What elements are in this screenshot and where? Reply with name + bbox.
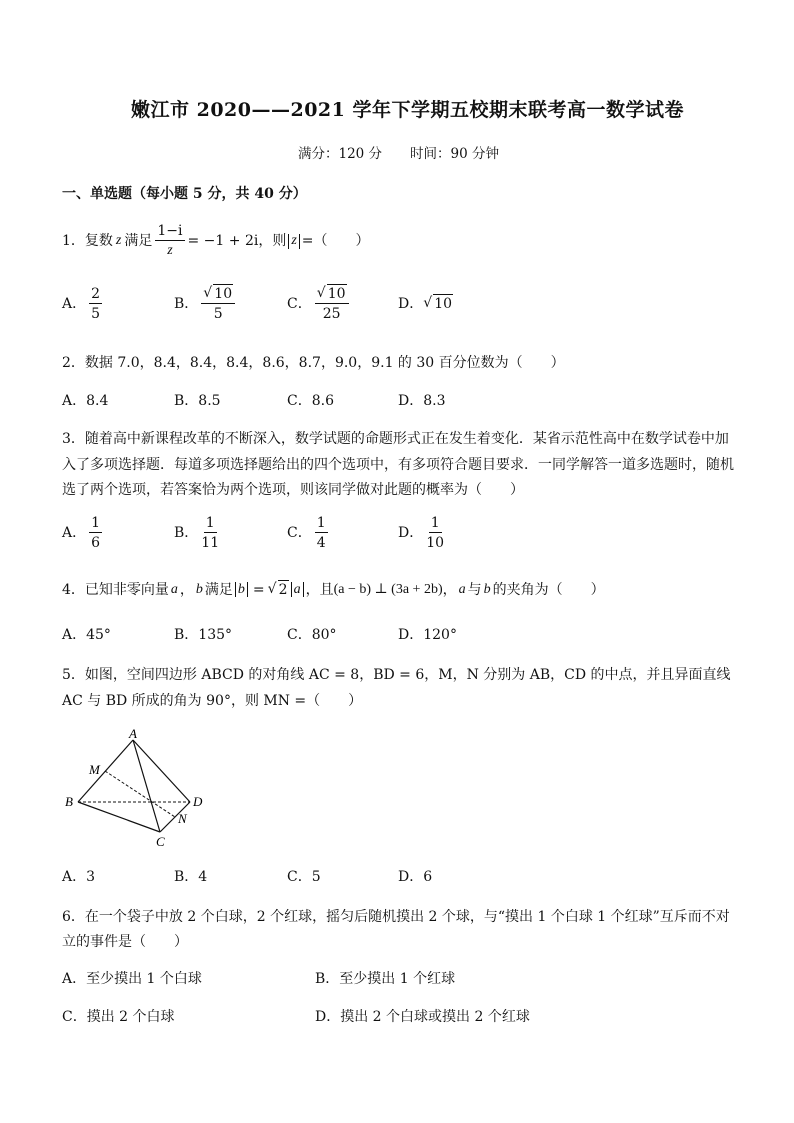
q1a-den: 5 xyxy=(91,306,101,322)
q4-part-7: 与 xyxy=(467,581,482,598)
q1-z: z xyxy=(115,233,122,248)
label-n: N xyxy=(178,811,187,826)
option-label: D． xyxy=(398,296,424,312)
question-3-line-1: 3．随着高中新课程改革的不断深入，数学试题的命题形式正在发生着变化．某省示范性高中在数学试卷中加 xyxy=(62,431,729,447)
option-label: A． xyxy=(62,525,87,541)
option-label: A． xyxy=(62,296,87,312)
q6-option-b[interactable]: B．至少摸出 1 个红球 xyxy=(315,971,456,987)
q3-option-d[interactable] xyxy=(398,516,447,550)
question-6-line-2: 立的事件是（ ） xyxy=(62,934,188,950)
q3-option-a[interactable] xyxy=(62,516,105,550)
q4-eq: = xyxy=(252,581,265,598)
vector-b-norm: b xyxy=(237,581,245,597)
q2-option-a[interactable]: A．8.4 xyxy=(62,393,109,409)
vector-b-2: b xyxy=(483,581,491,597)
q3a-den: 6 xyxy=(91,535,101,551)
section-heading: 一、单选题（每小题 5 分，共 40 分） xyxy=(62,186,307,202)
vector-a-2: a xyxy=(458,581,466,597)
q2-option-b[interactable]: B．8.5 xyxy=(174,393,221,409)
abs-bar-left xyxy=(288,234,289,249)
q4-sqrt2: 2 xyxy=(278,581,288,598)
tetrahedron-figure xyxy=(60,728,220,848)
q6-option-c[interactable]: C．摸出 2 个白球 xyxy=(62,1009,175,1025)
q4-part-1: 4．已知非零向量 xyxy=(62,581,169,598)
q1-fraction-num: 1−i xyxy=(157,223,183,239)
q1-mid: 满足 xyxy=(124,233,153,249)
q4-option-c[interactable]: C．80° xyxy=(287,627,337,643)
question-6-line-1: 6．在一个袋子中放 2 个白球，2 个红球，摇匀后随机摸出 2 个球，与“摸出 1 个白球 1 个红球”互斥而不对 xyxy=(62,909,730,925)
q4-option-b[interactable]: B．135° xyxy=(174,627,233,643)
abs-bar-right xyxy=(299,234,300,249)
q1-fraction-den: z xyxy=(167,243,173,258)
label-m: M xyxy=(89,762,100,777)
question-3-line-3: 选了两个选项，若答案恰为两个选项，则该同学做对此题的概率为（ ） xyxy=(62,482,524,498)
question-5-line-2: AC 与 BD 所成的角为 90°，则 MN =（ ） xyxy=(62,693,363,709)
option-label: B． xyxy=(174,525,199,541)
q1a-num: 2 xyxy=(91,286,101,302)
q1-tail: =（ ） xyxy=(301,233,370,249)
q6-option-a[interactable]: A．至少摸出 1 个白球 xyxy=(62,971,202,987)
q3c-den: 4 xyxy=(316,535,326,551)
q1d-val: 10 xyxy=(434,296,453,312)
q4-comma: ， xyxy=(179,581,194,598)
q2-option-c[interactable]: C．8.6 xyxy=(287,393,334,409)
option-label: D． xyxy=(398,525,424,541)
option-label: C． xyxy=(287,296,312,312)
question-3-line-2: 入了多项选择题．每道多项选择题给出的四个选项中，有多项符合题目要求．一同学解答一道多选题时，随机 xyxy=(62,457,734,473)
q5-option-c[interactable]: C．5 xyxy=(287,869,321,885)
q1-option-a[interactable] xyxy=(62,287,105,321)
q4-perp-expr: (a − b) ⊥ (3a + 2b) xyxy=(333,581,443,597)
q1c-num: 10 xyxy=(327,286,346,302)
q1b-num: 10 xyxy=(214,286,233,302)
q1b-den: 5 xyxy=(213,306,223,322)
q4-part-8: 的夹角为（ ） xyxy=(492,581,605,598)
question-5-line-1: 5．如图，空间四边形 ABCD 的对角线 AC = 8，BD = 6，M，N 分别为 AB，CD 的中点，并且异面直线 xyxy=(62,667,731,683)
vector-a-norm: a xyxy=(293,581,301,597)
q5-option-a[interactable]: A．3 xyxy=(62,869,96,885)
label-d: D xyxy=(193,794,203,809)
q1-rhs: = −1 + 2i，则 xyxy=(187,233,287,249)
q3d-den: 10 xyxy=(426,535,445,551)
q3b-num: 1 xyxy=(205,515,215,531)
q4-part-4: ，且 xyxy=(305,581,334,598)
label-c: C xyxy=(156,834,165,848)
question-1-stem xyxy=(62,224,370,258)
segment-mn-hidden xyxy=(105,771,175,817)
vector-a: a xyxy=(170,581,178,597)
q3b-den: 11 xyxy=(201,535,220,551)
q1-option-d[interactable]: D． √ 10 xyxy=(398,295,453,312)
q1-fraction xyxy=(155,224,184,258)
q4-option-a[interactable]: A．45° xyxy=(62,627,111,643)
q1-prefix: 1．复数 xyxy=(62,233,113,249)
q2-option-d[interactable]: D．8.3 xyxy=(398,393,446,409)
q1-option-b[interactable]: B． √ 10 5 xyxy=(174,287,238,321)
exam-title: 嫩江市 2020——2021 学年下学期五校期末联考高一数学试卷 xyxy=(131,99,684,121)
exam-time: 时间：90 分钟 xyxy=(410,146,499,162)
q3c-num: 1 xyxy=(316,515,326,531)
label-b: B xyxy=(65,794,73,809)
q3d-num: 1 xyxy=(430,515,440,531)
q1c-den: 25 xyxy=(322,306,341,322)
vector-b: b xyxy=(195,581,203,597)
q5-option-d[interactable]: D．6 xyxy=(398,869,433,885)
question-2-stem: 2．数据 7.0，8.4，8.4，8.4，8.6，8.7，9.0，9.1 的 30 百分位数为（ ） xyxy=(62,355,565,371)
label-a: A xyxy=(129,728,137,741)
q3-option-c[interactable] xyxy=(287,516,331,550)
q4-part-2: 满足 xyxy=(204,581,233,598)
edge-bc xyxy=(78,802,160,832)
full-score: 满分：120 分 xyxy=(298,146,383,162)
q4-option-d[interactable]: D．120° xyxy=(398,627,457,643)
q6-option-d[interactable]: D．摸出 2 个白球或摸出 2 个红球 xyxy=(315,1009,530,1025)
q5-option-b[interactable]: B．4 xyxy=(174,869,208,885)
option-label: C． xyxy=(287,525,312,541)
option-label: B． xyxy=(174,296,199,312)
q3-option-b[interactable] xyxy=(174,516,222,550)
question-4-stem: 4．已知非零向量 a ， b 满足 b = √ 2 a ，且 (a − b) ⊥ (3a + 2b) ， a 与 b 的夹角为（ ） xyxy=(62,580,605,598)
q3a-num: 1 xyxy=(91,515,101,531)
q1-z-abs: z xyxy=(291,233,297,248)
q4-part-6: ， xyxy=(442,581,457,598)
q1-option-c[interactable]: C． √ 10 25 xyxy=(287,287,352,321)
